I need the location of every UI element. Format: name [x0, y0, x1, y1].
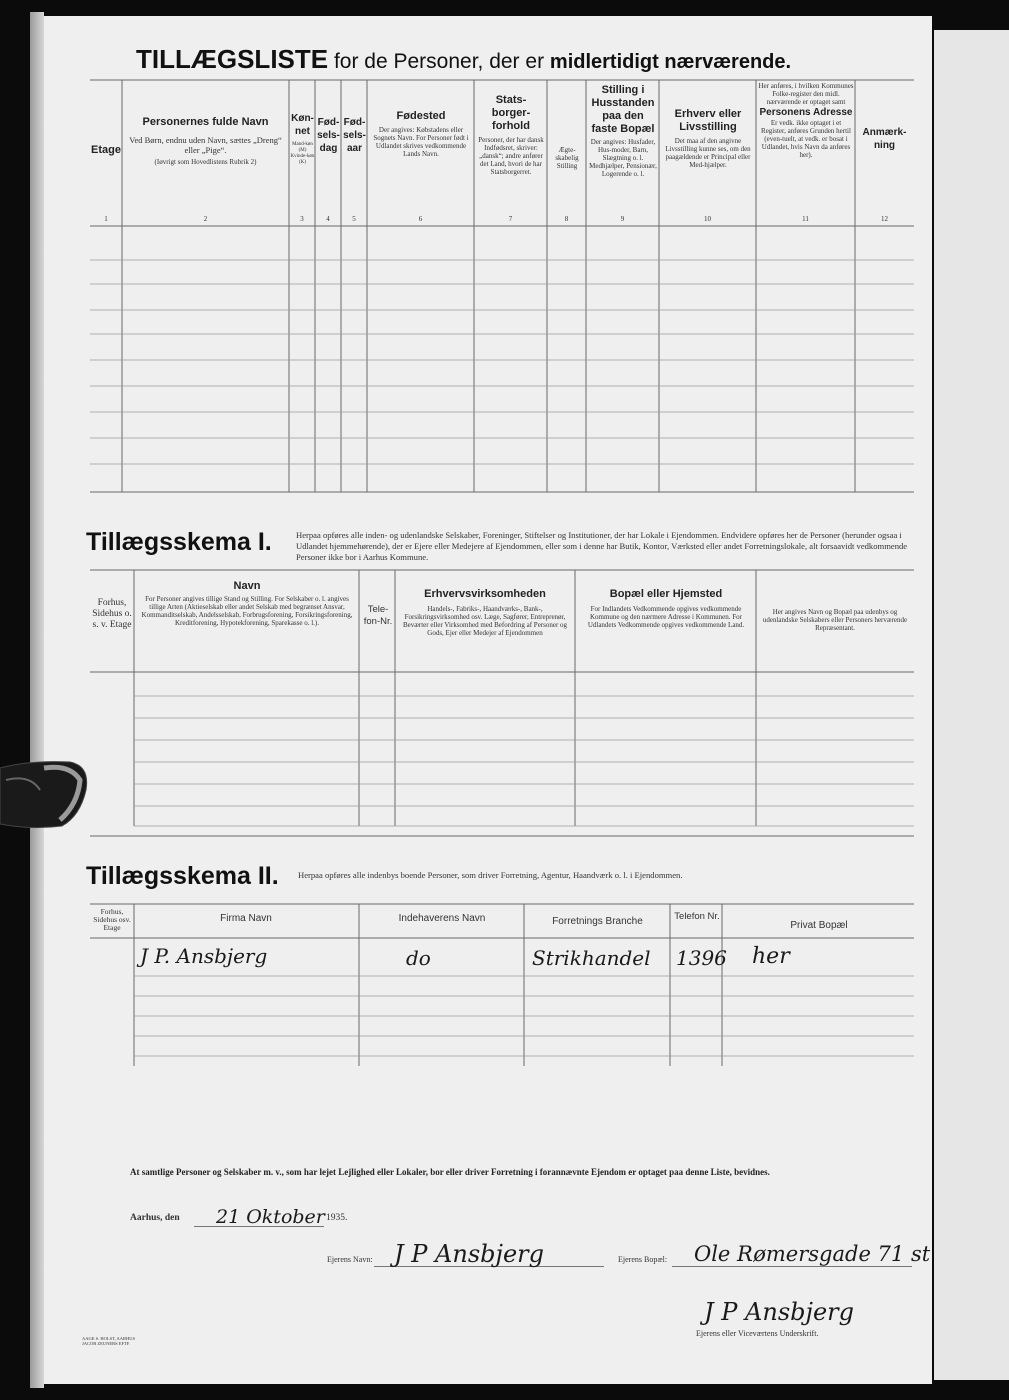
col-erhverv: Erhverv eller Livsstilling Det maa af den angivne Livsstilling kunne ses, om den paagældende er Principal eller Med-hjælper.	[665, 108, 751, 169]
col-num: 6	[418, 215, 423, 223]
col-foedselsdag: Fød-sels-dag	[317, 117, 340, 154]
skema2-col-firma: Firma Navn	[220, 913, 272, 924]
col-adresse: Her anføres, i hvilken Kommunes Folke-register den midl. nærværende er optaget samt Personens Adresse Er vedk. ikke optaget i et Register, anføres Grunden hertil (even-tuelt, at vedk. er bosat i Udlandet, hvis Navn da anføres her).	[758, 82, 854, 159]
col-anmaerkning: Anmærk-ning	[862, 127, 907, 151]
page-title: TILLÆGSLISTE for de Personer, der er midlertidigt nærværende.	[136, 44, 792, 74]
signature-label: Ejerens eller Viceværtens Underskrift.	[696, 1329, 819, 1338]
entry-telefon: 1396	[676, 946, 727, 970]
page-edge	[30, 12, 44, 1388]
skema1-col-bopael: Bopæl eller Hjemsted For Indlandets Vedkommende opgives vedkommende Kommune og den nærmere Adresse i Kommunen. For Udlandets Vedkommende opgives vedkommende Land.	[587, 588, 745, 629]
col-foedested: Fødested Der angives: Købstadens eller Sognets Navn. For Personer født i Udlandet skrives vedkommende Lands Navn.	[373, 110, 469, 158]
col-num: 7	[508, 215, 513, 223]
col-num: 3	[300, 215, 304, 223]
col-num: 4	[326, 215, 330, 223]
col-navn: Personernes fulde Navn Ved Børn, endnu uden Navn, sættes „Dreng“ eller „Pige“. (Iøvrigt som Hovedlistens Rubrik 2)	[129, 116, 282, 166]
col-etage: Etage	[91, 144, 121, 156]
entry-branche: Strikhandel	[532, 946, 651, 970]
residence-label: Ejerens Bopæl:	[618, 1255, 668, 1264]
declaration: At samtlige Personer og Selskaber m. v., som har lejet Lejlighed eller Lokaler, bor eller driver Forretning i forannævnte Ejendom er optaget paa denne Liste, bevidnes.	[130, 1167, 770, 1177]
col-koen: Køn-net Mand-køn (M) Kvinde-køn (K)	[290, 113, 315, 165]
col-num: 2	[203, 215, 208, 223]
skema1-col-etage: Forhus, Sidehus o. s. v. Etage	[92, 598, 132, 630]
skema1-col-erhverv: Erhvervsvirksomheden Handels-, Fabriks-, Haandværks-, Bank-, Forsikringsvirksomhed osv. Læge, Sagfører, Entreprenør, Beværter eller Virksomhed med Befordring af Personer og Gods, Ejer eller Medejer af Ejendommen	[402, 588, 568, 637]
date-handwritten: 21 Oktober	[216, 1206, 325, 1228]
residence-handwritten: Ole Rømersgade 71 st	[694, 1242, 931, 1266]
entry-bopael: her	[752, 944, 790, 969]
form-page	[44, 16, 932, 1384]
owner-label: Ejerens Navn:	[327, 1255, 373, 1264]
skema2-col-bopael: Privat Bopæl	[790, 920, 848, 931]
col-stilling: Stilling i Husstanden paa den faste Bopæl Der angives: Husfader, Hus-moder, Barn, Slægtning o. l. Medhjælper, Pensionær, Logerende o. l.	[589, 84, 657, 178]
skema1-col-repraesentant: Her angives Navn og Bopæl paa udenbys og udenlandske Selskabers eller Personers herværende Repræsentant.	[762, 608, 908, 632]
year: 1935.	[326, 1213, 348, 1223]
printer-imprint: AAGE S. HOLST, AARHUS JACOB ZEUNERS EFTF.	[82, 1336, 136, 1346]
skema2-intro: Herpaa opføres alle indenbys boende Personer, som driver Forretning, Agentur, Haandværk o. l. i Ejendommen.	[298, 870, 683, 880]
col-num: 11	[802, 215, 809, 223]
col-foedselsaar: Fød-sels-aar	[343, 117, 366, 154]
entry-firma: J P. Ansbjerg	[140, 944, 268, 968]
skema2-title: Tillægsskema II.	[86, 862, 279, 890]
binder-clip	[0, 760, 90, 830]
col-statsborgerforhold: Stats-borger-forhold Personer, der har dansk Indfødsret, skriver: „dansk“; andre anfører det Land, hvori de har Statsborgerret.	[478, 94, 544, 176]
skema1-intro: Herpaa opføres alle inden- og udenlandske Selskaber, Foreninger, Stiftelser og Institutioner, der har Lokale i Ejendommen. Endvidere opføres her de Personer (herunder ogsaa i Udlandet hjemmehørende), der er Ejere eller Medejere af Ejendommen, eller som i denne har Butik, Kontor, Værksted eller andet Forretningslokale, alt forsaavidt vedkommende Personer ikke bor i Aarhus Kommune.	[296, 530, 908, 562]
signature-handwritten: J P Ansbjerg	[704, 1298, 854, 1326]
skema2-col-branche: Forretnings Branche	[552, 916, 643, 927]
residence-line	[672, 1266, 912, 1267]
col-num: 12	[881, 215, 888, 223]
facing-page	[934, 30, 1009, 1380]
skema2-col-indehaver: Indehaverens Navn	[398, 913, 486, 924]
col-num: 1	[104, 215, 108, 223]
col-num: 9	[620, 215, 625, 223]
skema2-col-telefon: Telefon Nr.	[674, 911, 720, 922]
col-num: 5	[352, 215, 356, 223]
skema1-col-telefon: Tele-fon-Nr.	[363, 604, 393, 627]
skema2-col-etage: Forhus, Sidehus osv. Etage	[93, 907, 131, 932]
skema1-title: Tillægsskema I.	[86, 528, 272, 556]
col-num: 10	[704, 215, 711, 223]
col-aegteskabelig: Ægte-skabelig Stilling	[555, 146, 579, 170]
col-num: 8	[564, 215, 569, 223]
skema1-col-navn: Navn For Personer angives tillige Stand og Stilling. For Selskaber o. l. angives tillige Arten (Aktieselskab eller andet Selskab med begrænset Ansvar, Kommanditselskab, Andelsselskab, Forbrugsforening, Forsikringsforening, Kreditforening, Hypotekforening, Sparekasse o. l.).	[141, 580, 353, 627]
entry-indehaver: do	[406, 946, 431, 970]
place-label: Aarhus, den	[130, 1213, 180, 1223]
owner-handwritten: J P Ansbjerg	[394, 1240, 544, 1268]
